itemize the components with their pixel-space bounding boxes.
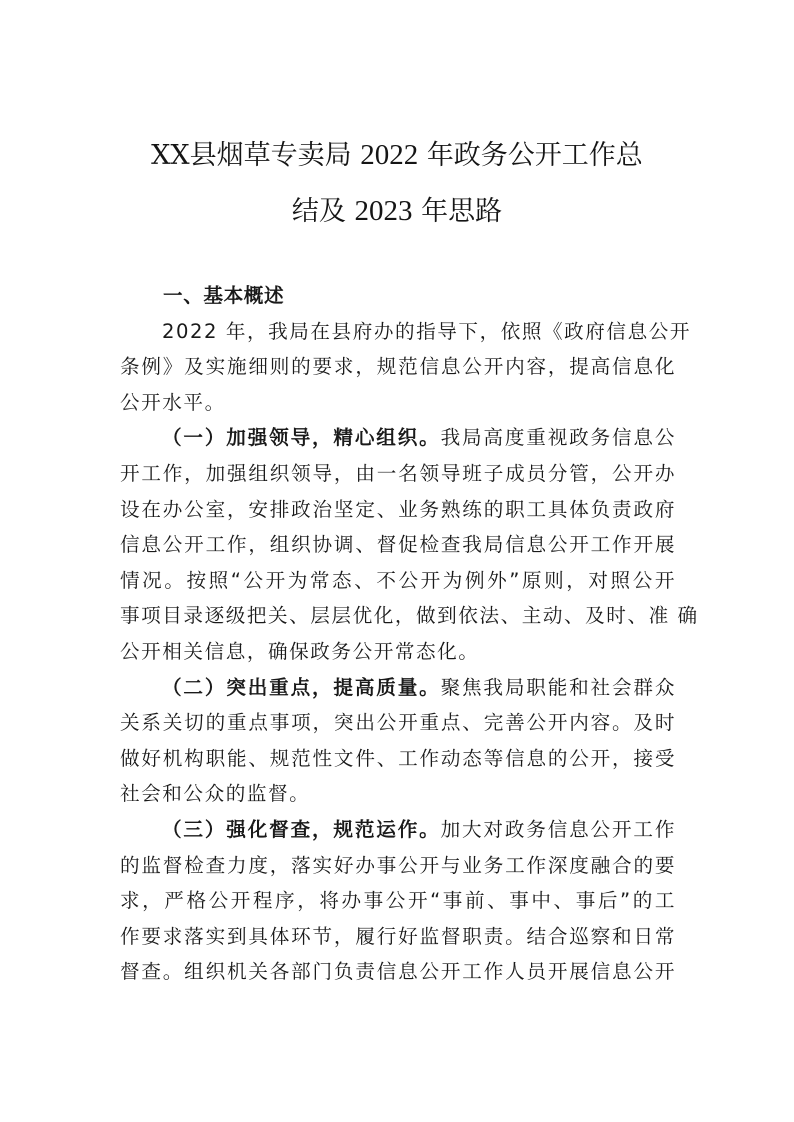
paragraph-lead: （一）加强领导，精心组织。 — [162, 426, 441, 450]
text-line: 事项目录逐级把关、层层优化，做到依法、主动、及时、准 确 — [120, 604, 699, 628]
text-line: 公开水平。 — [120, 390, 226, 414]
text-line: 的监督检查力度，落实好办事公开与业务工作深度融合的要 — [120, 853, 676, 877]
text-line — [120, 812, 676, 848]
text-line: 督查。组织机关各部门负责信息公开工作人员开展信息公开 — [120, 960, 676, 984]
title-text: 结及 — [291, 196, 346, 227]
title-year: 2022 — [360, 139, 419, 171]
paragraph-lead: （二）突出重点，提高质量。 — [162, 675, 441, 699]
text-run: 我局高度重视政务信息公 — [440, 426, 676, 450]
text-line: 公开相关信息，确保政务公开常态化。 — [120, 639, 480, 663]
title-text: XX县烟草专卖局 — [151, 140, 352, 171]
title-text: 年思路 — [421, 196, 503, 227]
text-line: 作要求落实到具体环节，履行好监督职责。结合巡察和日常 — [120, 924, 676, 948]
paragraph-supervision — [120, 812, 676, 990]
text-line: 开工作，加强组织领导，由一名领导班子成员分管，公开办 — [120, 461, 676, 485]
text-line: 信息公开工作，组织协调、督促检查我局信息公开工作开展 — [120, 533, 676, 557]
text-line: 做好机构职能、规范性文件、工作动态等信息的公开，接受 — [120, 746, 676, 770]
section-heading: 一、基本概述 — [163, 284, 285, 307]
text-line — [120, 670, 676, 706]
text-line: 情况。按照“公开为常态、不公开为例外”原则，对照公开 — [120, 568, 676, 592]
paragraph-quality — [120, 670, 676, 812]
title-text: 年政务公开工作总 — [426, 140, 643, 171]
text-line — [120, 420, 676, 456]
paragraph-lead: （三）强化督查，规范运作。 — [162, 817, 441, 841]
text-line: 关系关切的重点事项，突出公开重点、完善公开内容。及时 — [120, 711, 676, 735]
document-title-line-2 — [100, 196, 694, 227]
text-line: 条例》及实施细则的要求，规范信息公开内容，提高信息化 — [120, 355, 676, 379]
text-line: 2022 年，我局在县府办的指导下，依照《政府信息公开 — [162, 319, 692, 343]
title-year: 2023 — [354, 195, 413, 227]
text-line: 社会和公众的监督。 — [120, 782, 311, 806]
document-body — [120, 278, 699, 990]
text-run: 加大对政务信息公开工作 — [440, 817, 676, 841]
text-line: 设在办公室，安排政治坚定、业务熟练的职工具体负责政府 — [120, 497, 676, 521]
text-run: 聚焦我局职能和社会群众 — [440, 675, 676, 699]
document-title-line-1 — [100, 140, 694, 171]
paragraph-leadership — [120, 420, 699, 669]
paragraph-overview — [120, 314, 692, 421]
text-line: 求，严格公开程序，将办事公开“事前、事中、事后”的工 — [120, 889, 676, 913]
